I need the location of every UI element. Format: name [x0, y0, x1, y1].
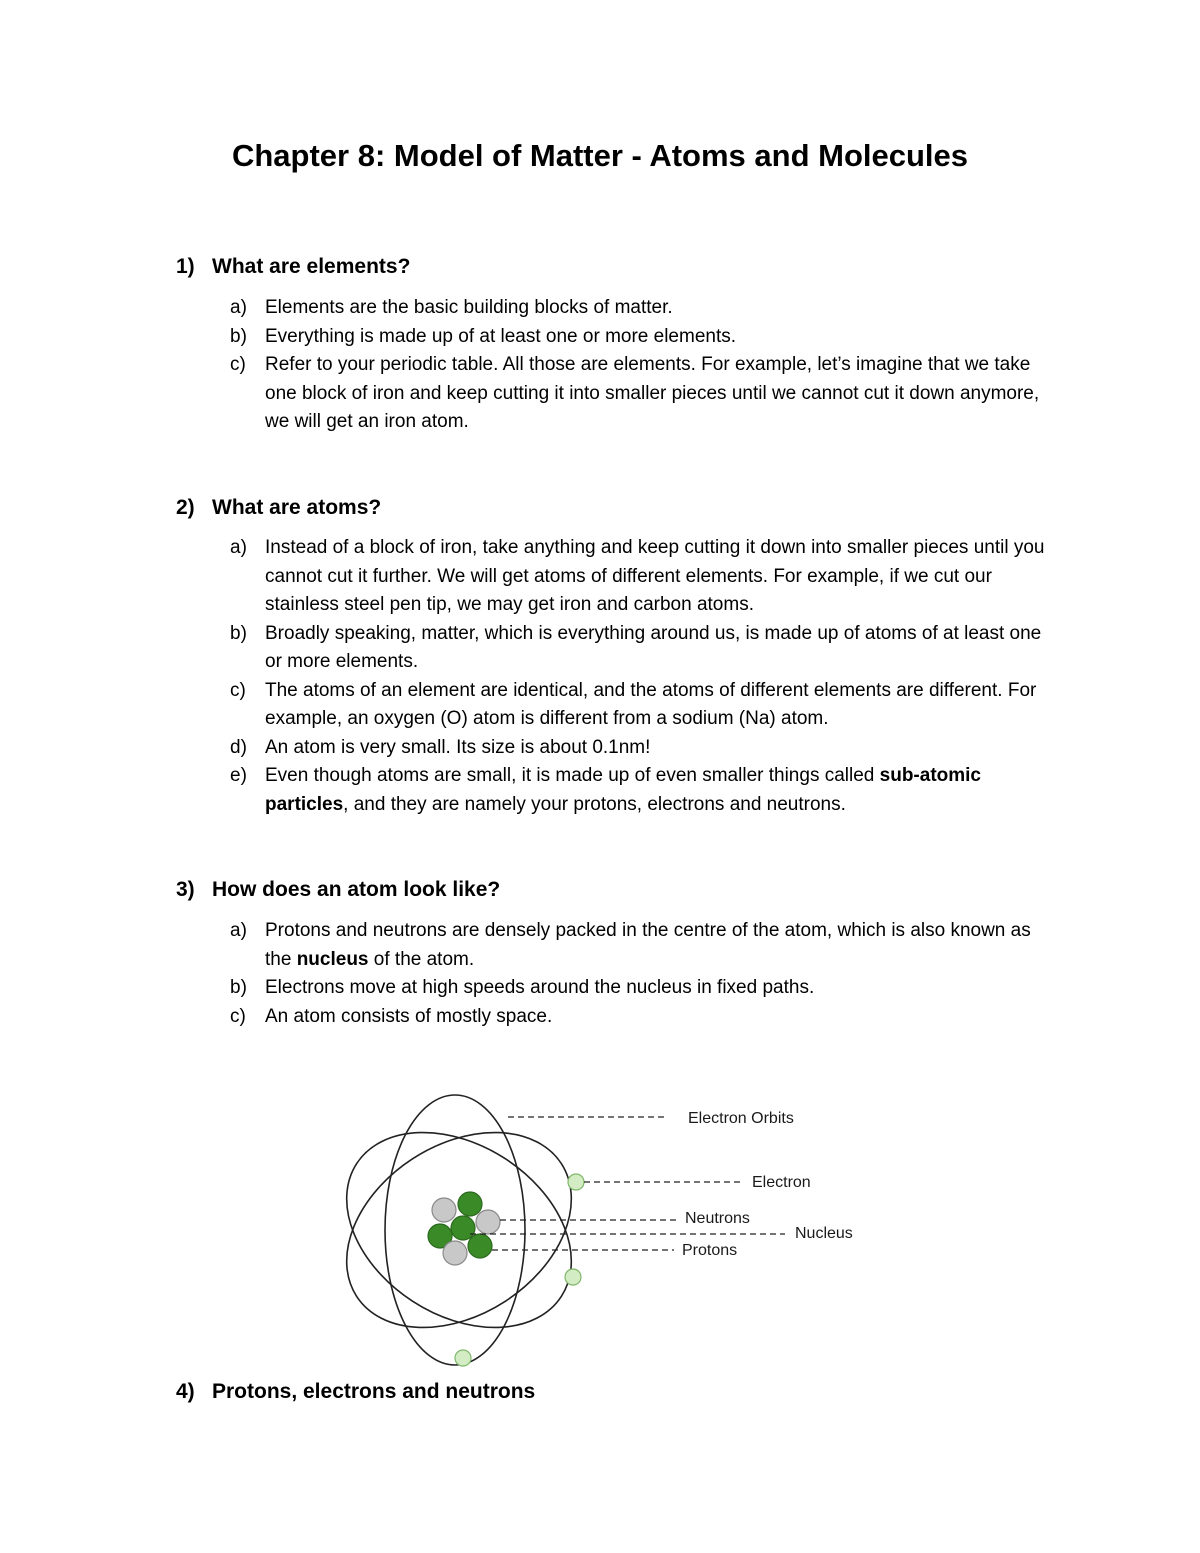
page-title: Chapter 8: Model of Matter - Atoms and Molecules: [231, 138, 969, 173]
list-marker: d): [230, 736, 247, 758]
bold-term: sub-atomic particles: [265, 765, 982, 815]
list-marker: c): [230, 1005, 246, 1027]
list-text: The atoms of an element are identical, and the atoms of different elements are different. For example, an oxygen (O) atom is different from a sodium (Na) atom.: [265, 679, 1037, 729]
neutron-particle: [476, 1210, 500, 1234]
list-text: Everything is made up of at least one or more elements.: [265, 325, 737, 347]
neutron-particle: [432, 1198, 456, 1222]
text-segment: , and they are namely your protons, electrons and neutrons.: [343, 793, 846, 815]
protons-label: Protons: [682, 1242, 738, 1259]
electron-particle: [565, 1269, 581, 1285]
section-title: What are atoms?: [212, 496, 382, 519]
list-text: Elements are the basic building blocks of matter.: [265, 297, 673, 318]
proton-particle: [451, 1216, 475, 1240]
electron-particle: [568, 1174, 584, 1190]
list-marker: b): [230, 977, 247, 998]
list-text: An atom is very small. Its size is about 0.1nm!: [265, 736, 651, 758]
list-text: An atom consists of mostly space.: [265, 1005, 553, 1027]
list-text: Electrons move at high speeds around the nucleus in fixed paths.: [265, 977, 815, 998]
section-title: What are elements?: [212, 255, 411, 278]
proton-particle: [468, 1234, 492, 1258]
list-marker: b): [230, 325, 247, 347]
list-marker: c): [230, 354, 246, 375]
list-text: Broadly speaking, matter, which is everything around us, is made up of atoms of at least one or more elements.: [265, 622, 1042, 672]
section-number: 1): [176, 255, 195, 278]
proton-particle: [458, 1192, 482, 1216]
text-segment: Even though atoms are small, it is made up of even smaller things called: [265, 765, 880, 786]
section-number: 4): [176, 1380, 195, 1403]
list-text: Instead of a block of iron, take anything and keep cutting it down into smaller pieces until you cannot cut it further. We will get atoms of different elements. For example, if we cut our stainless steel pen tip, we may get iron and carbon atoms.: [265, 537, 1045, 615]
nucleus: [428, 1192, 500, 1265]
section-number: 2): [176, 496, 195, 519]
nucleus-label: Nucleus: [795, 1225, 853, 1242]
list-marker: a): [230, 537, 247, 558]
list-marker: a): [230, 920, 247, 941]
electron-label: Electron: [752, 1174, 811, 1191]
neutrons-label: Neutrons: [685, 1210, 750, 1227]
leader-lines: [470, 1117, 785, 1250]
section-number: 3): [176, 878, 195, 901]
neutron-particle: [443, 1241, 467, 1265]
section-title: How does an atom look like?: [212, 878, 501, 901]
text-segment: of the atom.: [368, 948, 475, 970]
section-title: Protons, electrons and neutrons: [212, 1380, 536, 1403]
text-segment: Protons and neutrons are densely packed in the centre of the atom, which is also known as the: [265, 920, 1031, 970]
list-marker: e): [230, 765, 247, 786]
list-marker: b): [230, 622, 247, 644]
list-text: Refer to your periodic table. All those are elements. For example, let’s imagine that we take one block of iron and keep cutting it into smaller pieces until we cannot cut it down anymore, we will get an iron atom.: [265, 354, 1040, 432]
list-marker: c): [230, 679, 246, 701]
electron-particle: [455, 1350, 471, 1366]
orbits-label: Electron Orbits: [688, 1110, 794, 1127]
list-marker: a): [230, 297, 247, 318]
bold-term: nucleus: [296, 948, 369, 970]
section-heading: [176, 1380, 535, 1404]
